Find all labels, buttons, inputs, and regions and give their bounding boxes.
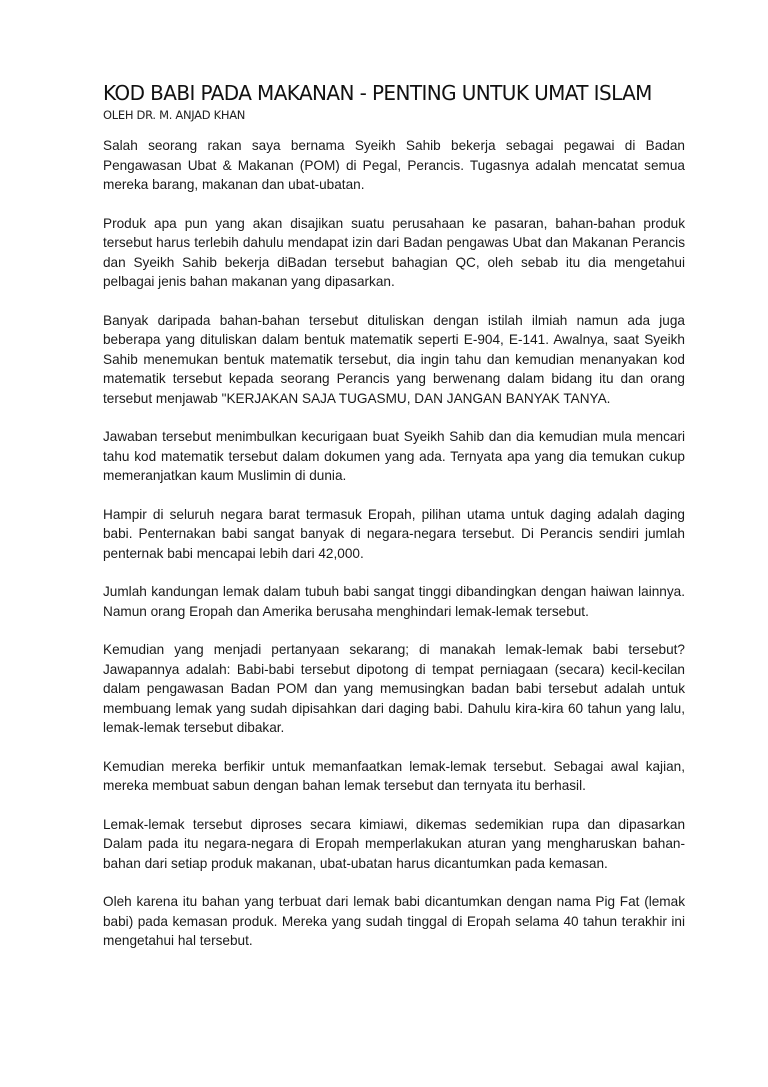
paragraph: Salah seorang rakan saya bernama Syeikh Sahib bekerja sebagai pegawai di Badan Pengawasan Ubat & Makanan (POM) di Pegal, Perancis. Tugasnya adalah mencatat semua mereka barang, makanan dan ubat-ubatan. [103, 138, 685, 192]
paragraph: Lemak-lemak tersebut diproses secara kimiawi, dikemas sedemikian rupa dan dipasarkan Dalam pada itu negara-negara di Eropah memperlakukan aturan yang mengharuskan bahan-bahan dari setiap produk makanan, ubat-ubatan harus dicantumkan pada kemasan. [103, 816, 685, 871]
paragraph: Kemudian yang menjadi pertanyaan sekarang; di manakah lemak-lemak babi tersebut? Jawapannya adalah: Babi-babi tersebut dipotong di tempat perniagaan (secara) kecil-kecilan dalam pengawasan Badan POM dan yang memusingkan badan babi tersebut adalah untuk membuang lemak yang sudah dipisahkan dari daging babi. Dahulu kira-kira 60 tahun yang lalu, lemak-lemak tersebut dibakar. [103, 642, 685, 735]
paragraph: Jawaban tersebut menimbulkan kecurigaan buat Syeikh Sahib dan dia kemudian mula mencari tahu kod matematik tersebut dalam dokumen yang ada. Ternyata apa yang dia temukan cukup memeranjatkan kaum Muslimin di dunia. [103, 429, 685, 483]
paragraph: Kemudian mereka berfikir untuk memanfaatkan lemak-lemak tersebut. Sebagai awal kajian, mereka membuat sabun dengan bahan lemak tersebut dan ternyata itu berhasil. [103, 758, 685, 793]
document-author: OLEH DR. M. ANJAD KHAN [103, 108, 246, 122]
paragraph: Hampir di seluruh negara barat termasuk Eropah, pilihan utama untuk daging adalah daging babi. Penternakan babi sangat banyak di negara-negara tersebut. Di Perancis sendiri jumlah penternak babi mencapai lebih dari 42,000. [103, 506, 685, 561]
document-body [103, 136, 685, 970]
paragraph: Banyak daripada bahan-bahan tersebut dituliskan dengan istilah ilmiah namun ada juga beberapa yang dituliskan dalam bentuk matematik seperti E-904, E-141. Awalnya, saat Syeikh Sahib menemukan bentuk matematik tersebut, dia ingin tahu dan kemudian menanyakan kod matematik tersebut kepada seorang Perancis yang berwenang dalam bidang itu dan orang tersebut menjawab "KERJAKAN SAJA TUGASMU, DAN JANGAN BANYAK TANYA. [103, 312, 685, 406]
paragraph: Oleh karena itu bahan yang terbuat dari lemak babi dicantumkan dengan nama Pig Fat (lemak babi) pada kemasan produk. Mereka yang sudah tinggal di Eropah selama 40 tahun terakhir ini mengetahui hal tersebut. [103, 894, 685, 948]
paragraph: Jumlah kandungan lemak dalam tubuh babi sangat tinggi dibandingkan dengan haiwan lainnya. Namun orang Eropah dan Amerika berusaha menghindari lemak-lemak tersebut. [103, 584, 685, 619]
document-title: KOD BABI PADA MAKANAN - PENTING UNTUK UMAT ISLAM [103, 81, 652, 105]
paragraph: Produk apa pun yang akan disajikan suatu perusahaan ke pasaran, bahan-bahan produk tersebut harus terlebih dahulu mendapat izin dari Badan pengawas Ubat dan Makanan Perancis dan Syeikh Sahib bekerja diBadan tersebut bahagian QC, oleh sebab itu dia mengetahui pelbagai jenis bahan makanan yang dipasarkan. [103, 215, 685, 289]
